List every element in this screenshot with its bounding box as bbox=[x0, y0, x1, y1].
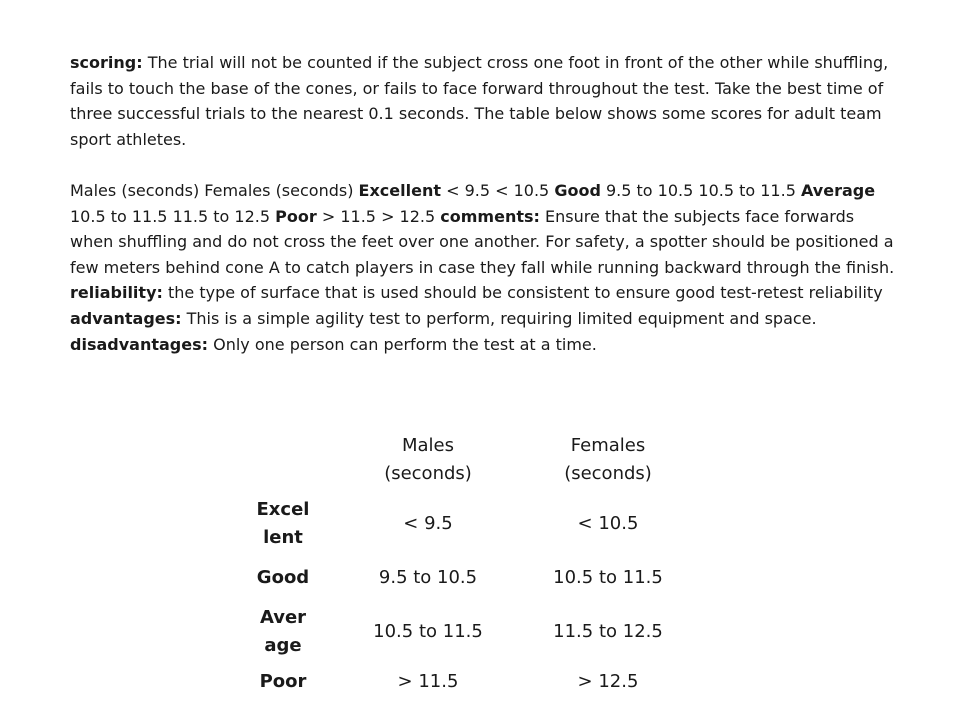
flat-average-label: Average bbox=[800, 180, 876, 200]
flat-excellent-label: Excellent bbox=[358, 180, 441, 200]
advantages-paragraph bbox=[70, 306, 900, 332]
row-label-line2: lent bbox=[263, 527, 303, 548]
header-empty-cell bbox=[228, 428, 338, 492]
table-header-row bbox=[228, 428, 698, 492]
scoring-paragraph bbox=[70, 50, 900, 152]
row-label-line2: age bbox=[264, 635, 302, 656]
cell-males-poor: > 11.5 bbox=[397, 671, 459, 692]
header-females-line1: Females bbox=[570, 435, 646, 456]
row-label-excellent bbox=[228, 492, 338, 556]
scoring-label: scoring: bbox=[70, 53, 143, 72]
table-row bbox=[228, 556, 698, 600]
flat-good-label: Good bbox=[554, 180, 601, 200]
row-label-line1: Poor bbox=[259, 671, 307, 692]
scores-table bbox=[228, 428, 698, 700]
row-label-poor bbox=[228, 664, 338, 700]
header-females-line2: (seconds) bbox=[564, 463, 652, 484]
flat-excellent-values: < 9.5 < 10.5 bbox=[446, 180, 550, 200]
reliability-label: reliability: bbox=[70, 283, 163, 303]
comments-label: comments: bbox=[440, 206, 540, 226]
row-label-good bbox=[228, 556, 338, 600]
table-row bbox=[228, 664, 698, 700]
header-males-line1: Males bbox=[401, 435, 454, 456]
reliability-text: the type of surface that is used should be consistent to ensure good test-retest reliability bbox=[167, 283, 883, 303]
header-males bbox=[338, 428, 518, 492]
flat-average-values: 10.5 to 11.5 11.5 to 12.5 bbox=[70, 206, 271, 226]
comments-text: Ensure that the subjects face forwards when shuffling and do not cross the feet over one another. For safety, a spotter should be positioned a few meters behind cone A to catch players in case they fall while running backward through the finish. bbox=[70, 206, 895, 277]
row-label-line1: Aver bbox=[259, 607, 307, 628]
flat-good-values: 9.5 to 10.5 10.5 to 11.5 bbox=[606, 180, 796, 200]
disadvantages-label: disadvantages: bbox=[70, 334, 208, 354]
cell-males-average: 10.5 to 11.5 bbox=[373, 621, 483, 642]
cell-females-excellent: < 10.5 bbox=[577, 513, 639, 534]
advantages-label: advantages: bbox=[70, 308, 182, 328]
flat-headers: Males (seconds) Females (seconds) bbox=[70, 180, 354, 200]
scoring-text: The trial will not be counted if the subject cross one foot in front of the other while shuffling, fails to touch the base of the cones, or fails to face forward throughout the test. Take the best time of three successful trials to the nearest 0.1 seconds. The table below shows some scores for adult team sport athletes. bbox=[70, 53, 889, 149]
cell-females-good: 10.5 to 11.5 bbox=[553, 567, 663, 588]
table-row bbox=[228, 600, 698, 664]
header-females bbox=[518, 428, 698, 492]
flat-poor-values: > 11.5 > 12.5 bbox=[321, 206, 436, 226]
reliability-paragraph bbox=[70, 280, 900, 306]
disadvantages-text: Only one person can perform the test at a time. bbox=[213, 334, 597, 354]
cell-females-average: 11.5 to 12.5 bbox=[553, 621, 663, 642]
header-males-line2: (seconds) bbox=[384, 463, 472, 484]
row-label-line1: Excel bbox=[256, 499, 310, 520]
flat-poor-label: Poor bbox=[275, 206, 317, 226]
advantages-text: This is a simple agility test to perform, requiring limited equipment and space. bbox=[186, 308, 817, 328]
cell-males-good: 9.5 to 10.5 bbox=[378, 567, 478, 588]
cell-males-excellent: < 9.5 bbox=[403, 513, 453, 534]
row-label-average bbox=[228, 600, 338, 664]
cell-females-poor: > 12.5 bbox=[577, 671, 639, 692]
table-row bbox=[228, 492, 698, 556]
paragraph-spacer bbox=[70, 152, 900, 178]
document-text bbox=[70, 50, 900, 357]
flattened-table-paragraph bbox=[70, 178, 900, 280]
disadvantages-paragraph bbox=[70, 332, 900, 358]
row-label-line1: Good bbox=[256, 567, 310, 588]
